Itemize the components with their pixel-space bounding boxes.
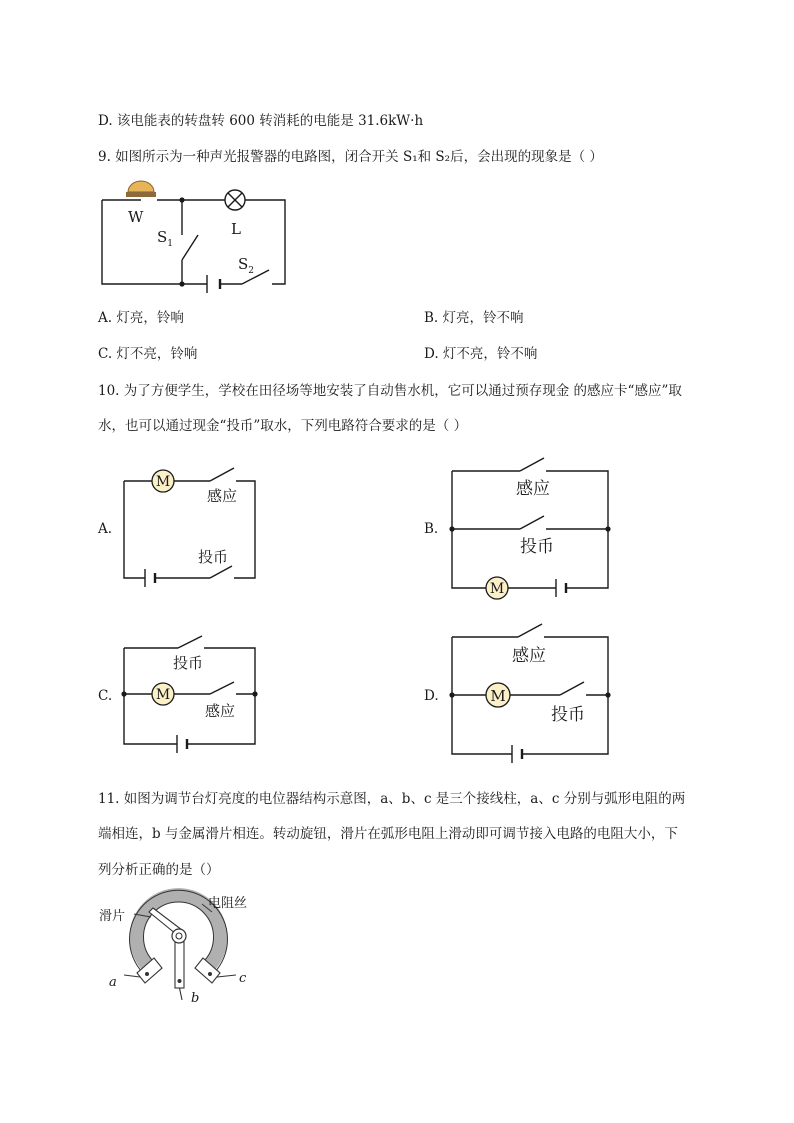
resistor-label: 电阻丝 [208, 896, 248, 911]
q10-stem-line2: 水，也可以通过现金“投币”取水，下列电路符合要求的是（ ） [98, 418, 468, 434]
svg-text:M: M [489, 581, 505, 597]
switch1-label: $S_1$ [157, 228, 174, 249]
motor-icon [486, 577, 508, 599]
motor-icon [486, 683, 510, 707]
motor-icon [152, 683, 174, 705]
q10-stem-line1: 10. 为了方便学生，学校在田径场等地安装了自动售水机，它可以通过预存现金 的感应卡“感应”取 [98, 383, 682, 399]
q11-stem-line1: 11. 如图为调节台灯亮度的电位器结构示意图，a、b、c 是三个接线柱，a、c 分别与弧形电阻的两 [98, 791, 686, 807]
bell-label: W [128, 208, 144, 226]
sense-switch-label: 感应 [205, 702, 236, 720]
lamp-icon [225, 190, 245, 210]
q10-option-a-letter[interactable]: A. [98, 521, 113, 537]
sense-switch-label: 感应 [207, 487, 238, 505]
sense-switch-label: 感应 [516, 479, 550, 499]
label-c: c [239, 971, 247, 986]
q11-stem-line3: 列分析正确的是（） [98, 862, 220, 878]
q11-potentiometer-diagram [96, 890, 276, 1010]
q9-option-d[interactable]: D. 灯不亮，铃不响 [424, 346, 538, 362]
bell-icon [126, 181, 156, 197]
switch2-label: $S_2$ [238, 255, 255, 276]
q8-option-d: D. 该电能表的转盘转 600 转消耗的电能是 31.6kW·h [98, 113, 424, 129]
q10-option-a-circuit[interactable] [118, 466, 268, 586]
q10-option-c-circuit[interactable] [118, 632, 268, 757]
q10-option-d-letter[interactable]: D. [424, 688, 439, 704]
svg-text:M: M [490, 687, 506, 705]
q10-option-c-letter[interactable]: C. [98, 688, 113, 704]
motor-icon [152, 470, 174, 492]
q9-stem: 9. 如图所示为一种声光报警器的电路图，闭合开关 S₁和 S₂后，会出现的现象是（ ） [98, 149, 603, 165]
coin-switch-label: 投币 [520, 537, 554, 557]
coin-switch-label: 投币 [551, 705, 585, 725]
q9-option-b[interactable]: B. 灯亮，铃不响 [424, 310, 524, 326]
coin-switch-label: 投币 [173, 654, 204, 672]
q9-option-c[interactable]: C. 灯不亮，铃响 [98, 346, 198, 362]
label-a: a [109, 975, 117, 990]
sense-switch-label: 感应 [512, 646, 546, 666]
q9-circuit-diagram [95, 178, 295, 298]
q11-stem-line2: 端相连，b 与金属滑片相连。转动旋钮，滑片在弧形电阻上滑动即可调节接入电路的电阻大小，下 [98, 826, 678, 842]
svg-text:M: M [155, 687, 171, 703]
terminal-b [175, 942, 184, 1000]
q10-option-b-circuit[interactable] [446, 455, 616, 595]
q10-option-d-circuit[interactable] [446, 621, 616, 761]
coin-switch-label: 投币 [198, 548, 229, 566]
slider-label: 滑片 [99, 909, 126, 924]
label-b: b [191, 991, 200, 1006]
svg-text:M: M [155, 474, 171, 490]
q10-option-b-letter[interactable]: B. [424, 521, 439, 537]
q9-option-a[interactable]: A. 灯亮，铃响 [98, 310, 184, 326]
lamp-label: L [231, 220, 241, 238]
